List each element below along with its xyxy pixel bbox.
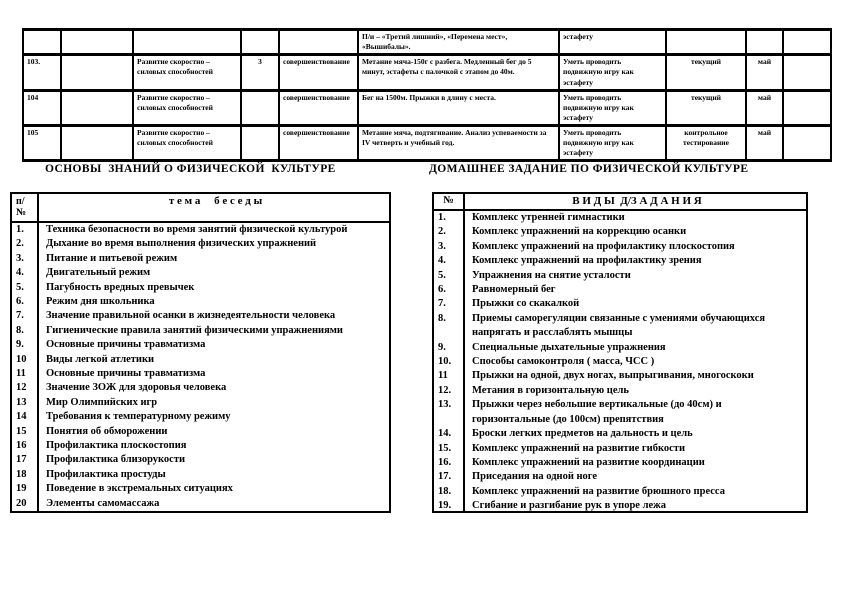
item-number: 8. — [438, 312, 446, 324]
stage-cell — [279, 30, 358, 55]
item-text: Прыжки на одной, двух ногах, выпрыгивания, многоскоки — [463, 369, 806, 383]
stage-cell: совершенствование — [279, 90, 358, 125]
item-number: 17 — [16, 454, 27, 466]
homework-list — [434, 211, 806, 513]
item-number: 18. — [438, 485, 452, 497]
item-number: 14 — [16, 411, 27, 423]
list-item — [434, 384, 806, 398]
item-number: 19. — [438, 500, 452, 512]
development-cell — [133, 30, 241, 55]
requirements-cell: эстафету — [559, 30, 666, 55]
item-number: 2. — [438, 226, 446, 238]
item-number: 10. — [438, 356, 452, 368]
empty-cell — [61, 90, 133, 125]
lesson-number-cell: 103. — [23, 55, 61, 90]
list-item — [434, 240, 806, 254]
list-item — [434, 485, 806, 499]
topics-list — [12, 223, 389, 511]
item-text: Приемы саморегуляции связанные с умениями обучающихся напрягать и расслаблять мышцы — [463, 312, 806, 341]
list-item — [12, 309, 389, 323]
item-text: Прыжки через небольшие вертикальные (до 40см) и горизонтальные (до 100см) препятствия — [463, 398, 806, 427]
list-item — [12, 353, 389, 367]
item-number: 15 — [16, 425, 27, 437]
item-number: 10 — [16, 353, 27, 365]
table-row — [23, 90, 831, 125]
item-number: 20 — [16, 497, 27, 509]
empty-cell — [783, 90, 831, 125]
item-number: 4. — [16, 267, 24, 279]
homework-title-header: В И Д Ы Д/З А Д А Н И Я — [463, 194, 806, 209]
item-number: 13. — [438, 399, 452, 411]
item-text: Комплекс упражнений на развитие координации — [463, 456, 806, 470]
list-item — [12, 266, 389, 280]
control-cell: текущий — [666, 55, 746, 90]
list-item — [12, 396, 389, 410]
item-text: Приседания на одной ноге — [463, 470, 806, 484]
topics-title-header: т е м а б е с е д ы — [37, 194, 389, 221]
item-text: Пагубность вредных превычек — [37, 281, 389, 295]
item-text: Комплекс упражнений на коррекцию осанки — [463, 225, 806, 239]
item-text: Прыжки со скакалкой — [463, 297, 806, 311]
item-text: Понятия об обморожении — [37, 425, 389, 439]
list-item — [12, 468, 389, 482]
list-item — [434, 211, 806, 225]
item-text: Двигательный режим — [37, 266, 389, 280]
list-item — [434, 297, 806, 311]
item-number: 4. — [438, 255, 446, 267]
list-item — [434, 225, 806, 239]
hours-cell — [241, 126, 279, 161]
knowledge-basics-heading: ОСНОВЫ ЗНАНИЙ О ФИЗИЧЕСКОЙ КУЛЬТУРЕ — [45, 163, 336, 175]
item-text: Способы самоконтроля ( масса, ЧСС ) — [463, 355, 806, 369]
topics-table — [10, 192, 391, 513]
list-item — [12, 324, 389, 338]
list-item — [12, 497, 389, 511]
list-item — [12, 439, 389, 453]
list-item — [12, 381, 389, 395]
item-text: Специальные дыхательные упражнения — [463, 341, 806, 355]
control-cell — [666, 30, 746, 55]
list-item — [12, 410, 389, 424]
item-number: 19 — [16, 483, 27, 495]
control-cell: контрольное тестирование — [666, 126, 746, 161]
topics-header-row — [12, 194, 389, 223]
empty-cell — [783, 126, 831, 161]
item-text: Комплекс утренней гимнастики — [463, 211, 806, 225]
list-item — [434, 254, 806, 268]
item-number: 12. — [438, 384, 452, 396]
homework-heading: ДОМАШНЕЕ ЗАДАНИЕ ПО ФИЗИЧЕСКОЙ КУЛЬТУРЕ — [429, 163, 749, 175]
empty-cell — [61, 55, 133, 90]
item-text: Профилактика плоскостопия — [37, 439, 389, 453]
hours-cell — [241, 90, 279, 125]
item-number: 8. — [16, 324, 24, 336]
item-number: 6. — [16, 295, 24, 307]
list-item — [434, 283, 806, 297]
item-text: Профилактика близорукости — [37, 453, 389, 467]
list-item — [434, 456, 806, 470]
item-text: Метания в горизонтальную цель — [463, 384, 806, 398]
item-number: 14. — [438, 428, 452, 440]
item-number: 13 — [16, 396, 27, 408]
item-text: Броски легких предметов на дальность и цель — [463, 427, 806, 441]
list-item — [12, 237, 389, 251]
date-cell: май — [746, 55, 783, 90]
item-number: 18 — [16, 468, 27, 480]
list-item — [434, 269, 806, 283]
item-number: 9. — [438, 341, 446, 353]
list-item — [434, 470, 806, 484]
list-item — [12, 295, 389, 309]
development-cell: Развитие скоростно – силовых способностей — [133, 55, 241, 90]
content-cell: Метание мяча-150г с разбега. Медленный бег до 5 минут, эстафеты с палочкой с этапом до 40м. — [358, 55, 559, 90]
item-number: 5. — [438, 269, 446, 281]
item-text: Значение правильной осанки в жизнедеятельности человека — [37, 309, 389, 323]
list-item — [12, 223, 389, 237]
hours-cell: 3 — [241, 55, 279, 90]
item-number: 7. — [438, 298, 446, 310]
homework-table — [432, 192, 808, 513]
table-row — [23, 126, 831, 161]
homework-header-row — [434, 194, 806, 211]
item-text: Профилактика простуды — [37, 468, 389, 482]
control-cell: текущий — [666, 90, 746, 125]
item-text: Упражнения на снятие усталости — [463, 269, 806, 283]
item-text: Требования к температурному режиму — [37, 410, 389, 424]
requirements-cell: Уметь проводить подвижную игру как эстафету — [559, 126, 666, 161]
item-number: 16. — [438, 456, 452, 468]
item-number: 16 — [16, 439, 27, 451]
lesson-number-cell: 105 — [23, 126, 61, 161]
item-text: Гигиенические правила занятий физическими упражнениями — [37, 324, 389, 338]
item-text: Режим дня школьника — [37, 295, 389, 309]
item-text: Основные причины травматизма — [37, 338, 389, 352]
item-text: Комплекс упражнений на развитие брюшного пресса — [463, 485, 806, 499]
stage-cell: совершенствование — [279, 126, 358, 161]
list-item — [12, 453, 389, 467]
list-item — [434, 499, 806, 513]
list-item — [12, 482, 389, 496]
item-text: Комплекс упражнений на профилактику зрения — [463, 254, 806, 268]
lesson-number-cell: 104 — [23, 90, 61, 125]
list-item — [12, 425, 389, 439]
item-text: Сгибание и разгибание рук в упоре лежа — [463, 499, 806, 513]
development-cell: Развитие скоростно – силовых способностей — [133, 126, 241, 161]
content-cell: П/и – «Третий лишний», «Перемена мест», «Вышибалы». — [358, 30, 559, 55]
requirements-cell: Уметь проводить подвижную игру как эстафету — [559, 90, 666, 125]
stage-cell: совершенствование — [279, 55, 358, 90]
development-cell: Развитие скоростно – силовых способностей — [133, 90, 241, 125]
empty-cell — [61, 126, 133, 161]
list-item — [12, 367, 389, 381]
homework-number-header: № — [443, 195, 454, 206]
item-number: 1. — [438, 212, 446, 223]
list-item — [434, 312, 806, 341]
item-text: Дыхание во время выполнения физических упражнений — [37, 237, 389, 251]
empty-cell — [783, 55, 831, 90]
empty-cell — [783, 30, 831, 55]
item-number: 7. — [16, 310, 24, 322]
requirements-cell: Уметь проводить подвижную игру как эстафету — [559, 55, 666, 90]
content-cell: Бег на 1500м. Прыжки в длину с места. — [358, 90, 559, 125]
table-row — [23, 55, 831, 90]
list-item — [12, 338, 389, 352]
curriculum-table — [22, 28, 832, 162]
item-text: Элементы самомассажа — [37, 497, 389, 511]
date-cell — [746, 30, 783, 55]
item-text: Виды легкой атлетики — [37, 353, 389, 367]
item-text: Поведение в экстремальных ситуациях — [37, 482, 389, 496]
list-item — [434, 341, 806, 355]
list-item — [434, 369, 806, 383]
item-number: 3. — [16, 252, 24, 264]
item-text: Основные причины травматизма — [37, 367, 389, 381]
item-number: 3. — [438, 240, 446, 252]
item-number: 6. — [438, 284, 446, 296]
list-item — [434, 355, 806, 369]
item-text: Техника безопасности во время занятий физической культурой — [37, 223, 389, 237]
item-text: Равномерный бег — [463, 283, 806, 297]
table-row — [23, 30, 831, 55]
item-number: 12 — [16, 382, 27, 394]
item-text: Комплекс упражнений на профилактику плоскостопия — [463, 240, 806, 254]
list-item — [434, 427, 806, 441]
item-text: Комплекс упражнений на развитие гибкости — [463, 442, 806, 456]
item-number: 5. — [16, 281, 24, 293]
item-number: 2. — [16, 238, 24, 250]
hours-cell — [241, 30, 279, 55]
content-cell: Метание мяча, подтягивание. Анализ успеваемости за IV четверть и учебный год. — [358, 126, 559, 161]
item-text: Питание и питьевой режим — [37, 252, 389, 266]
empty-cell — [61, 30, 133, 55]
lesson-number-cell — [23, 30, 61, 55]
item-number: 17. — [438, 471, 452, 483]
list-item — [12, 281, 389, 295]
item-number: 9. — [16, 339, 24, 351]
item-number: 1. — [16, 223, 24, 235]
item-text: Значение ЗОЖ для здоровья человека — [37, 381, 389, 395]
item-number: 11 — [438, 370, 448, 382]
list-item — [434, 442, 806, 456]
item-number: 15. — [438, 442, 452, 454]
date-cell: май — [746, 90, 783, 125]
topics-number-header: п/ № — [16, 196, 27, 218]
item-text: Мир Олимпийских игр — [37, 396, 389, 410]
list-item — [12, 252, 389, 266]
item-number: 11 — [16, 367, 26, 379]
date-cell: май — [746, 126, 783, 161]
list-item — [434, 398, 806, 427]
